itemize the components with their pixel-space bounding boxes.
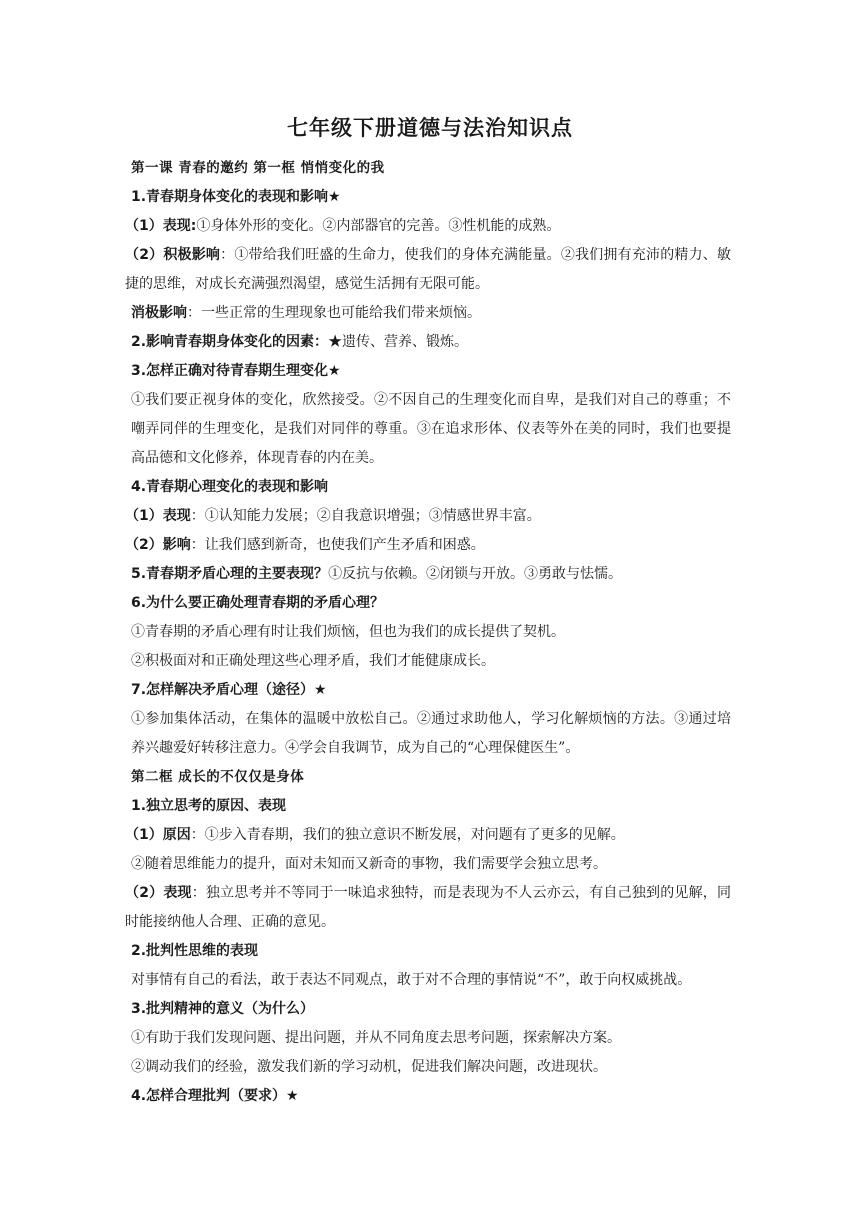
t1-l3-text: ：独立思考并不等同于一味追求独特，而是表现为不人云亦云，有自己独到的见解，同时能接纳他人合理、正确的意见。 [125, 885, 731, 930]
t1-line2: ②随着思维能力的提升，面对未知而又新奇的事物，我们需要学会独立思考。 [131, 856, 607, 872]
page-title: 七年级下册道德与法治知识点 [287, 116, 573, 140]
document-body [125, 154, 731, 1111]
s5-question: 5.青春期矛盾心理的主要表现？ [131, 566, 329, 582]
t2-question: 2.批判性思维的表现 [131, 943, 259, 959]
s4-line1 [125, 502, 731, 531]
s2-line [131, 328, 731, 357]
t3-line1: ①有助于我们发现问题、提出问题，并从不同角度去思考问题，探索解决方案。 [131, 1030, 621, 1046]
t1-question: 1.独立思考的原因、表现 [131, 798, 287, 814]
s2-text: ★遗传、营养、锻炼。 [328, 334, 469, 350]
t1-l3-label: （2）表现 [125, 885, 192, 901]
s4-line2 [125, 531, 731, 560]
t4-question: 4.怎样合理批判（要求）★ [131, 1088, 299, 1104]
s5-text: ①反抗与依赖。②闭锁与开放。③勇敢与怯懦。 [328, 566, 623, 582]
s7-text: ①参加集体活动，在集体的温暖中放松自己。②通过求助他人，学习化解烦恼的方法。③通过培养兴趣爱好转移注意力。④学会自我调节，成为自己的“心理保健医生”。 [131, 711, 731, 756]
s4-l2-label: （2）影响 [125, 537, 191, 553]
s1-l1-label: （1）表现: [125, 218, 197, 234]
s7-question: 7.怎样解决矛盾心理（途径）★ [131, 682, 327, 698]
t1-line1 [125, 821, 731, 850]
s1-line2 [125, 241, 731, 299]
t3-question: 3.批判精神的意义（为什么） [131, 1001, 315, 1017]
s1-l3-text: ：一些正常的生理现象也可能给我们带来烦恼。 [187, 305, 481, 321]
s1-l3-label: 消极影响 [131, 305, 187, 321]
s6-question: 6.为什么要正确处理青春期的矛盾心理？ [131, 595, 385, 611]
s4-question: 4.青春期心理变化的表现和影响 [131, 479, 329, 495]
s1-l1-text: ①身体外形的变化。②内部器官的完善。③性机能的成熟。 [196, 218, 561, 234]
lesson1-header: 第一课 青春的邀约 第一框 悄悄变化的我 [131, 160, 385, 176]
t1-l1-label: （1）原因 [125, 827, 191, 843]
s4-l1-text: ：①认知能力发展；②自我意识增强；③情感世界丰富。 [190, 508, 541, 524]
t3-line2: ②调动我们的经验，激发我们新的学习动机，促进我们解决问题，改进现状。 [131, 1059, 607, 1075]
s6-line1: ①青春期的矛盾心理有时让我们烦恼，但也为我们的成长提供了契机。 [131, 624, 565, 640]
s1-question: 1.青春期身体变化的表现和影响★ [131, 189, 341, 205]
t2-text: 对事情有自己的看法，敢于表达不同观点，敢于对不合理的事情说“不”，敢于向权威挑战。 [131, 972, 692, 988]
t1-l1-text: ：①步入青春期，我们的独立意识不断发展，对问题有了更多的见解。 [190, 827, 625, 843]
s4-l2-text: ：让我们感到新奇，也使我们产生矛盾和困惑。 [190, 537, 485, 553]
s2-question: 2.影响青春期身体变化的因素： [131, 334, 329, 350]
s5-line [131, 560, 731, 589]
s1-l2-label: （2）积极影响 [125, 247, 221, 263]
s3-text: ①我们要正视身体的变化，欣然接受。②不因自己的生理变化而自卑，是我们对自己的尊重；不嘲弄同伴的生理变化，是我们对同伴的尊重。③在追求形体、仪表等外在美的同时，我们也要提高品德和文化修养，体现青春的内在美。 [131, 392, 731, 466]
s3-question: 3.怎样正确对待青春期生理变化★ [131, 363, 341, 379]
s6-line2: ②积极面对和正确处理这些心理矛盾，我们才能健康成长。 [131, 653, 495, 669]
lesson2-header: 第二框 成长的不仅仅是身体 [131, 769, 305, 785]
s4-l1-label: （1）表现 [125, 508, 191, 524]
s1-line1 [125, 212, 731, 241]
s1-line3 [131, 299, 731, 328]
s1-l2-text: ：①带给我们旺盛的生命力，使我们的身体充满能量。②我们拥有充沛的精力、敏捷的思维，对成长充满强烈渴望，感觉生活拥有无限可能。 [125, 247, 731, 292]
t1-line3 [125, 879, 731, 937]
